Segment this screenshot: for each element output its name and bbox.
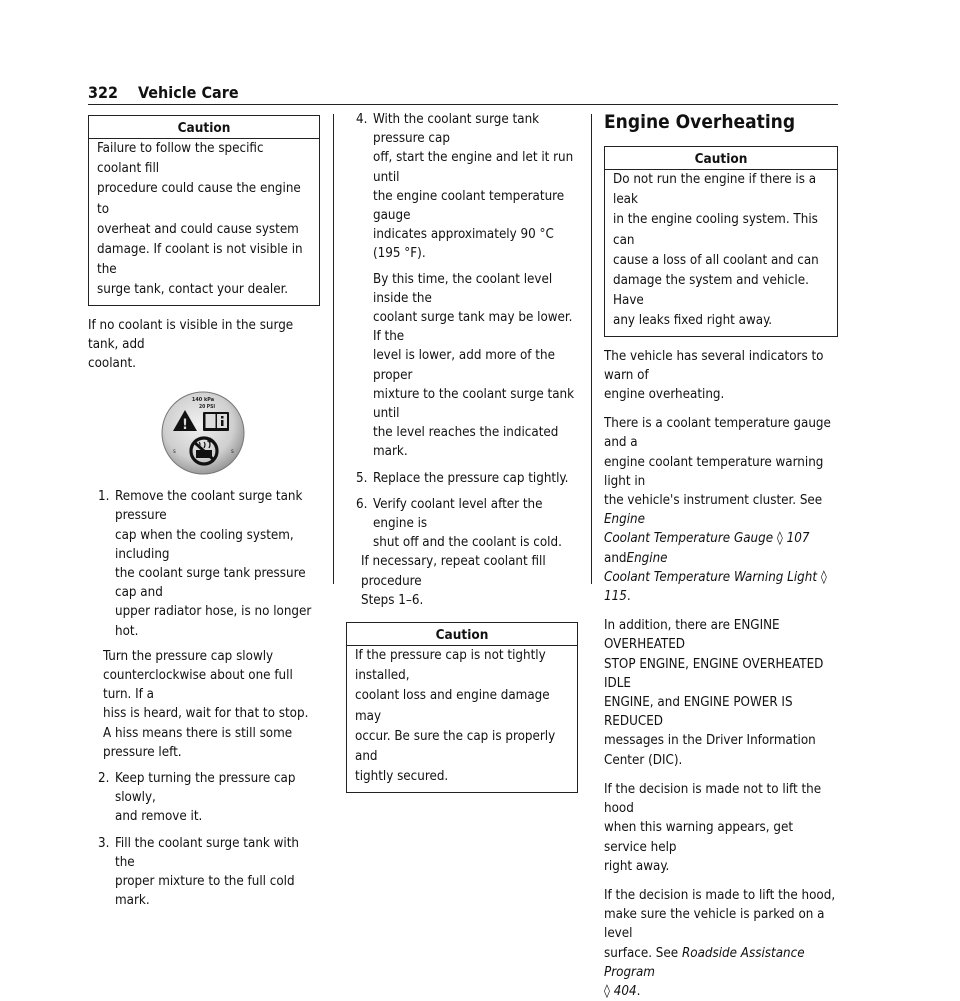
step-number: 3. bbox=[98, 835, 110, 851]
step-1 bbox=[88, 487, 320, 762]
step-line: hiss is heard, wait for that to stop. bbox=[103, 706, 309, 722]
text-line: If the decision is made to lift the hood, bbox=[604, 887, 836, 903]
text-run: the vehicle's instrument cluster. See bbox=[604, 493, 823, 509]
step-line: If necessary, repeat coolant fill procedure bbox=[361, 554, 546, 589]
text-line: when this warning appears, get service help bbox=[604, 820, 794, 855]
page-ref-number[interactable]: 404 bbox=[613, 983, 637, 999]
caution-line: Do not run the engine if there is a leak bbox=[613, 172, 817, 208]
step-line: level is lower, add more of the proper bbox=[373, 348, 555, 383]
caution-line: If the pressure cap is not tightly installed, bbox=[355, 648, 546, 684]
column-divider-1 bbox=[333, 114, 334, 584]
xref-coolant-temperature-warning-light-link[interactable]: Coolant Temperature Warning Light bbox=[604, 569, 818, 585]
paragraph-lift-hood bbox=[604, 886, 838, 1001]
step-line: Steps 1–6. bbox=[361, 592, 424, 608]
step-line: the engine coolant temperature gauge bbox=[373, 188, 565, 224]
text-line: messages in the Driver Information bbox=[604, 733, 816, 749]
step-line: counterclockwise about one full turn. If a bbox=[103, 668, 293, 703]
text-line: There is a coolant temperature gauge and a bbox=[604, 416, 831, 451]
caution-box-coolant-fill bbox=[88, 115, 320, 306]
step-5 bbox=[346, 469, 578, 488]
text-run: . bbox=[636, 983, 641, 999]
caution-line: occur. Be sure the cap is properly and bbox=[355, 728, 556, 765]
cap-pressure-psi: 20 PSI bbox=[198, 404, 216, 411]
column-3 bbox=[604, 110, 838, 1001]
step-line: proper mixture to the full cold mark. bbox=[115, 874, 295, 909]
text-line: If the decision is made not to lift the hood bbox=[604, 781, 822, 817]
step-line: By this time, the coolant level inside the bbox=[373, 271, 553, 306]
step-line: mixture to the coolant surge tank until bbox=[373, 386, 575, 422]
step-line: pressure left. bbox=[103, 744, 182, 760]
step-number: 4. bbox=[356, 112, 368, 127]
text-run: . bbox=[626, 589, 631, 605]
page-number: 322 bbox=[88, 83, 119, 102]
step-4 bbox=[346, 110, 578, 462]
paragraph-indicators bbox=[604, 347, 838, 405]
text-line: ENGINE, and ENGINE POWER IS REDUCED bbox=[604, 695, 793, 730]
caution-title: Caution bbox=[694, 151, 748, 167]
xref-engine-link[interactable]: Engine bbox=[626, 550, 668, 566]
step-2 bbox=[88, 769, 320, 827]
paragraph-dic-messages bbox=[604, 616, 838, 770]
xref-coolant-temperature-gauge-link[interactable]: Coolant Temperature Gauge bbox=[604, 531, 774, 547]
caution-line: overheat and could cause system bbox=[97, 221, 299, 237]
step-line: the coolant surge tank pressure cap and bbox=[115, 566, 306, 601]
step-line: upper radiator hose, is no longer hot. bbox=[115, 604, 312, 639]
page-ref-icon: ◊ bbox=[820, 569, 827, 585]
caution-line: tightly secured. bbox=[355, 769, 449, 785]
step-list bbox=[88, 487, 320, 910]
text-line bbox=[604, 944, 838, 982]
intro-line: coolant. bbox=[88, 356, 136, 372]
cap-pressure-kpa: 140 kPa bbox=[191, 397, 215, 404]
text-run: and bbox=[604, 550, 627, 566]
step-3 bbox=[88, 834, 320, 911]
text-line: The vehicle has several indicators to warn of bbox=[604, 348, 824, 383]
column-2 bbox=[346, 110, 578, 793]
section-title: Vehicle Care bbox=[138, 83, 239, 102]
caution-line: cause a loss of all coolant and can bbox=[613, 252, 819, 268]
step-number: 2. bbox=[98, 771, 110, 787]
manual-book-icon bbox=[203, 412, 229, 431]
page-ref-icon: ◊ bbox=[604, 983, 610, 999]
step-number: 5. bbox=[356, 470, 368, 486]
caution-line: procedure could cause the engine to bbox=[97, 181, 301, 217]
step-list-continued bbox=[346, 110, 578, 610]
text-line bbox=[604, 982, 838, 1001]
xref-roadside-assistance-link[interactable]: Roadside Assistance Program bbox=[604, 945, 805, 980]
step-line: Replace the pressure cap tightly. bbox=[373, 470, 569, 486]
xref-engine-link[interactable]: Engine bbox=[604, 512, 646, 528]
step-line: and remove it. bbox=[115, 809, 203, 825]
coolant-cap-symbol bbox=[161, 391, 245, 475]
caution-line: any leaks fixed right away. bbox=[613, 313, 773, 329]
text-line: STOP ENGINE, ENGINE OVERHEATED IDLE bbox=[604, 656, 824, 691]
column-1 bbox=[88, 115, 320, 911]
paragraph-gauge bbox=[604, 414, 838, 606]
step-line: Fill the coolant surge tank with the bbox=[115, 835, 300, 870]
step-6 bbox=[346, 495, 578, 610]
page-ref-number[interactable]: 115 bbox=[604, 589, 627, 605]
column-divider-2 bbox=[591, 114, 592, 584]
text-run: surface. See bbox=[604, 945, 682, 961]
step-line: cap when the cooling system, including bbox=[115, 527, 294, 562]
header-rule bbox=[88, 104, 838, 105]
text-line bbox=[604, 568, 838, 606]
text-line: engine overheating. bbox=[604, 387, 725, 403]
text-line: Center (DIC). bbox=[604, 752, 683, 768]
step-4-note bbox=[373, 270, 578, 462]
step-line: coolant surge tank may be lower. If the bbox=[373, 310, 573, 345]
step-line: Verify coolant level after the engine is bbox=[373, 496, 543, 532]
paragraph-no-lift-hood bbox=[604, 780, 838, 876]
caution-line: surge tank, contact your dealer. bbox=[97, 282, 289, 298]
svg-text:!: ! bbox=[182, 417, 188, 434]
svg-text:s: s bbox=[231, 448, 234, 456]
svg-text:s: s bbox=[173, 448, 176, 456]
caution-box-engine-leak bbox=[604, 146, 838, 337]
step-number: 6. bbox=[356, 496, 368, 512]
step-1-note bbox=[103, 647, 320, 762]
coolant-cap-warning-icon bbox=[161, 391, 245, 475]
caution-line: in the engine cooling system. This can bbox=[613, 212, 818, 248]
page-ref-number[interactable]: 107 bbox=[786, 531, 810, 547]
caution-title: Caution bbox=[435, 627, 489, 644]
step-line: off, start the engine and let it run until bbox=[373, 150, 574, 185]
step-number: 1. bbox=[98, 489, 110, 505]
step-line: the level reaches the indicated mark. bbox=[373, 425, 559, 460]
caution-box-pressure-cap bbox=[346, 622, 578, 792]
text-line bbox=[604, 529, 838, 567]
step-line: Keep turning the pressure cap slowly, bbox=[115, 771, 296, 806]
step-line: With the coolant surge tank pressure cap bbox=[373, 112, 540, 147]
section-heading: Engine Overheating bbox=[604, 111, 796, 133]
caution-line: damage. If coolant is not visible in the bbox=[97, 242, 303, 278]
text-line bbox=[604, 491, 838, 529]
caution-line: Failure to follow the specific coolant fill bbox=[97, 141, 264, 177]
intro-line: If no coolant is visible in the surge tank, add bbox=[88, 317, 294, 352]
caution-line: coolant loss and engine damage may bbox=[355, 688, 550, 724]
step-line: Turn the pressure cap slowly bbox=[103, 648, 274, 664]
text-line: In addition, there are ENGINE OVERHEATED bbox=[604, 618, 780, 653]
step-line: indicates approximately 90 °C (195 °F). bbox=[373, 227, 554, 262]
intro-paragraph bbox=[88, 316, 320, 374]
text-line: make sure the vehicle is parked on a level bbox=[604, 907, 825, 942]
caution-line: damage the system and vehicle. Have bbox=[613, 273, 809, 309]
page-header bbox=[88, 83, 838, 103]
text-line: right away. bbox=[604, 858, 670, 874]
text-line: engine coolant temperature warning light in bbox=[604, 454, 824, 489]
step-line: shut off and the coolant is cold. bbox=[373, 535, 562, 551]
step-line: A hiss means there is still some bbox=[103, 725, 293, 741]
caution-title: Caution bbox=[177, 120, 231, 136]
page-ref-icon: ◊ bbox=[776, 531, 783, 547]
step-line: Remove the coolant surge tank pressure bbox=[115, 489, 303, 524]
